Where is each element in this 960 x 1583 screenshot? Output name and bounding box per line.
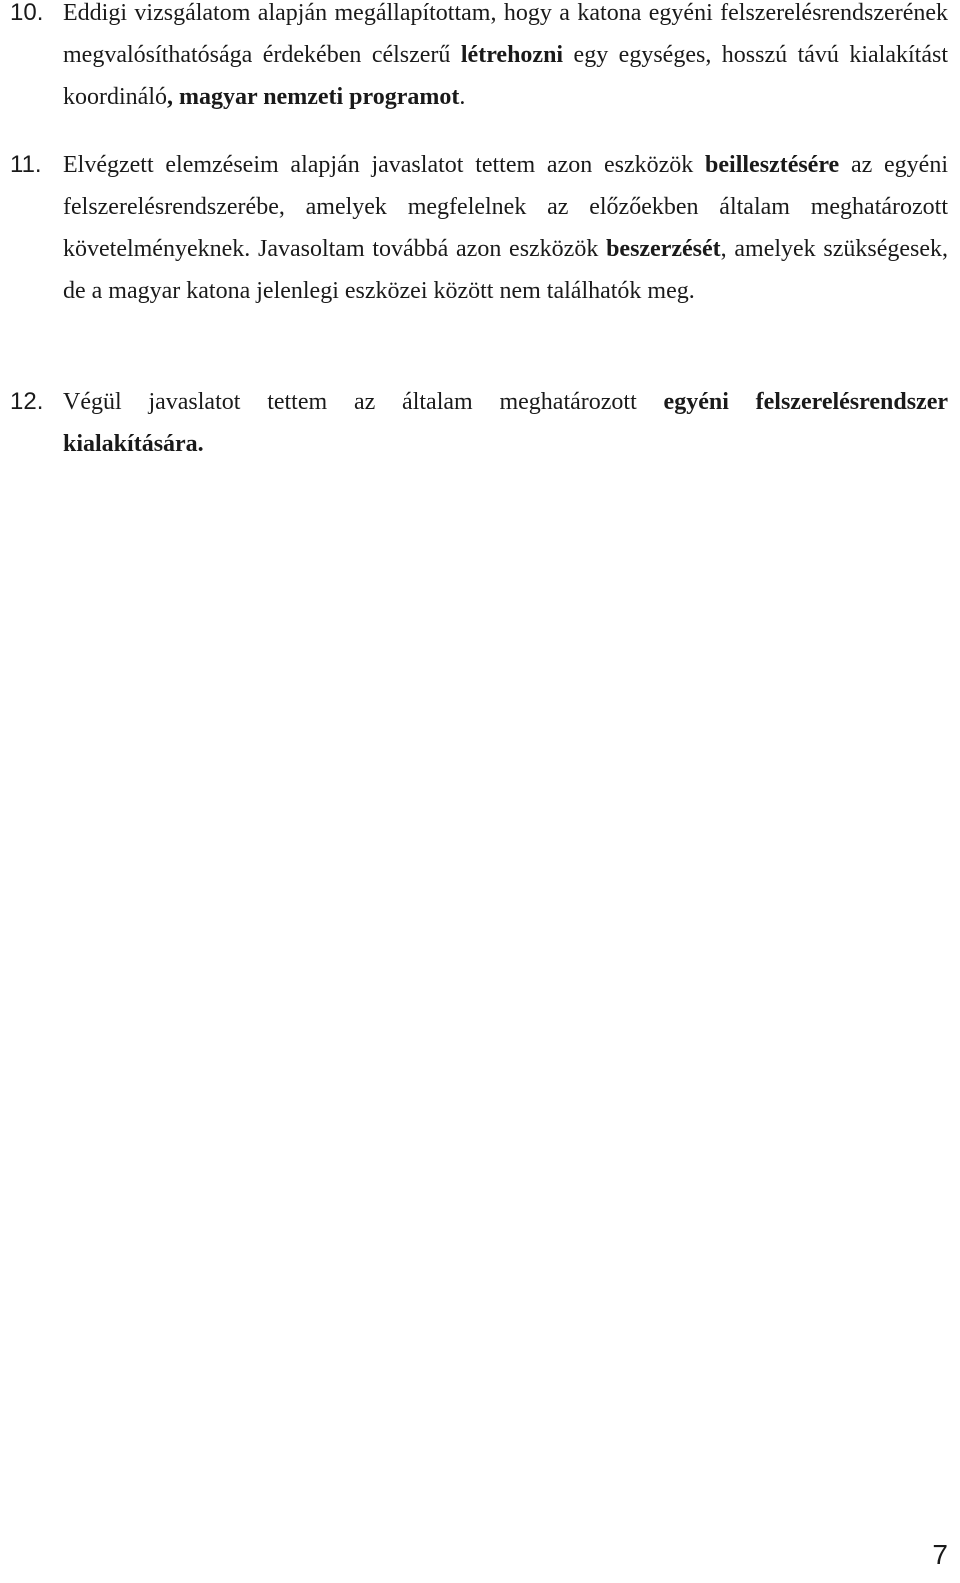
list-item-10 [0,0,960,118]
text-segment-bold: létrehozni [460,42,564,68]
list-item-12 [0,381,960,465]
text-segment: Végül javaslatot tettem az általam meghatározott [63,389,664,415]
text-segment-bold: beillesztésére [705,152,840,178]
text-segment-bold: egyéni felszerelésrendszer kialakítására. [63,389,949,457]
text-segment: . [459,84,466,110]
item-text [63,144,948,312]
item-number: 10. [10,0,44,26]
text-segment: Eddigi vizsgálatom alapján megállapítottam, hogy a katona egyéni felszerelésrendszerének megvalósíthatósága érdekében célszerű [63,0,948,68]
text-segment: Elvégzett elemzéseim alapján javaslatot tettem azon eszközök [63,152,706,178]
item-text [63,0,948,118]
item-number: 12. [10,388,44,415]
page-number: 7 [932,1539,948,1570]
text-segment: egy egységes, hosszú távú kialakítást koordináló [63,42,948,110]
item-text [63,381,948,465]
list-item-11 [0,144,960,312]
item-number: 11. [10,151,42,178]
text-segment: az egyéni felszerelésrendszerébe, amelyek megfelelnek az előzőekben általam meghatározott követelményeknek. Javasoltam továbbá azon eszközök [63,152,948,262]
text-segment-bold: , magyar nemzeti programot [166,84,460,110]
text-segment-bold: beszerzését [606,236,721,262]
text-segment: , amelyek szükségesek, de a magyar katona jelenlegi eszközei között nem találhatók meg. [63,236,949,304]
